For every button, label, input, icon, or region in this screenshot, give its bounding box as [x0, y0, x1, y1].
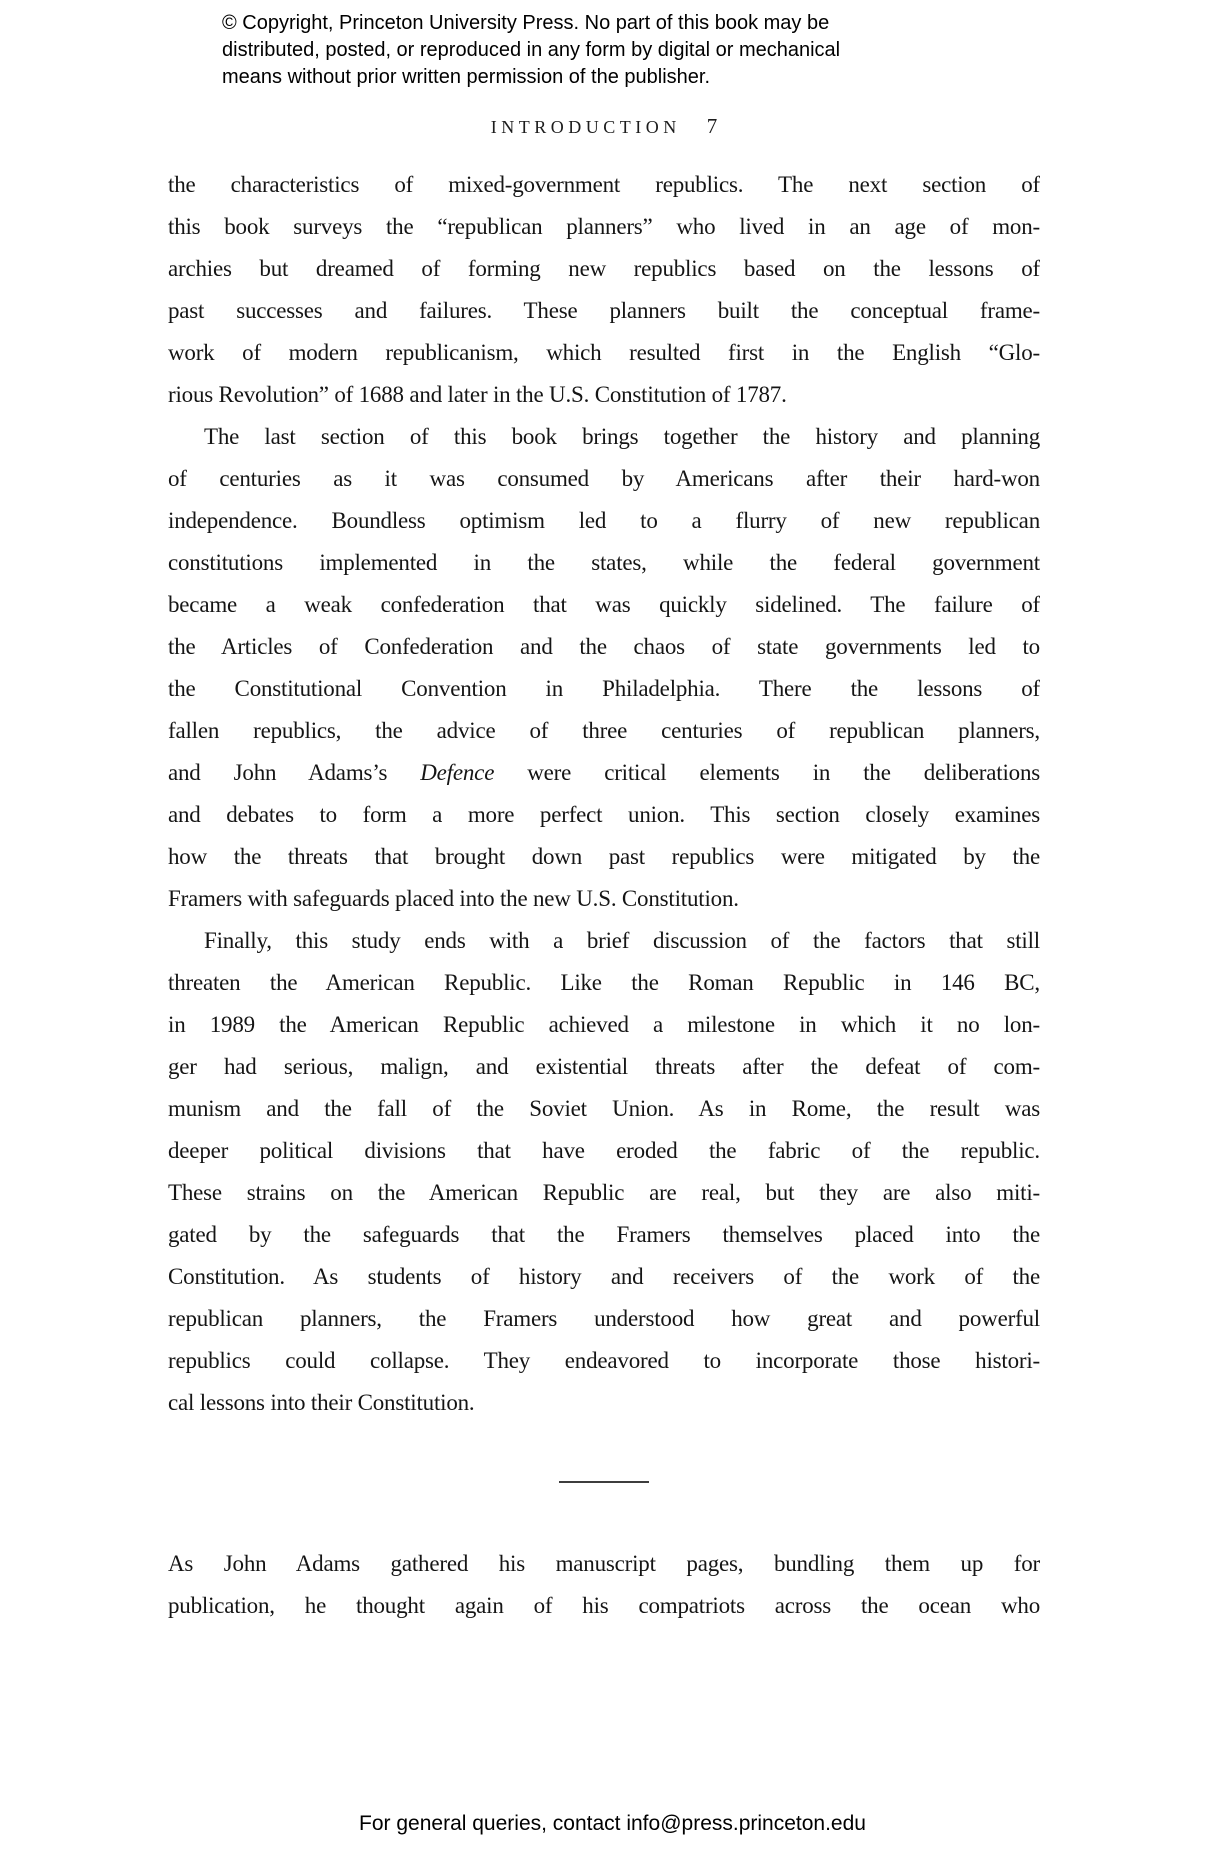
body-line: republics could collapse. They endeavored to incorporate those histori-	[168, 1348, 1040, 1373]
body-line: fallen republics, the advice of three centuries of republican planners,	[168, 718, 1040, 743]
body-line: These strains on the American Republic are real, but they are also miti-	[168, 1180, 1040, 1205]
body-line: this book surveys the “republican planners” who lived in an age of mon-	[168, 214, 1040, 239]
body-line: munism and the fall of the Soviet Union. As in Rome, the result was	[168, 1096, 1040, 1121]
body-line: Constitution. As students of history and receivers of the work of the	[168, 1264, 1040, 1289]
body-line: Framers with safeguards placed into the new U.S. Constitution.	[168, 886, 739, 911]
body-line: gated by the safeguards that the Framers themselves placed into the	[168, 1222, 1040, 1247]
body-line: The last section of this book brings together the history and planning	[204, 424, 1040, 449]
copyright-line: © Copyright, Princeton University Press. No part of this book may be	[222, 12, 830, 34]
running-head	[168, 114, 1040, 139]
section-divider	[559, 1481, 649, 1483]
body-line: cal lessons into their Constitution.	[168, 1390, 475, 1415]
copyright-line: means without prior written permission of the publisher.	[222, 66, 711, 88]
body-line: and John Adams’s Defence were critical elements in the deliberations	[168, 760, 1040, 785]
copyright-notice	[222, 10, 982, 91]
body-line: independence. Boundless optimism led to a flurry of new republican	[168, 508, 1040, 533]
footer-contact: For general queries, contact info@press.princeton.edu	[359, 1812, 866, 1835]
page-number: 7	[706, 114, 718, 138]
body-line: rious Revolution” of 1688 and later in the U.S. Constitution of 1787.	[168, 382, 787, 407]
body-line: Finally, this study ends with a brief discussion of the factors that still	[204, 928, 1040, 953]
body-line: of centuries as it was consumed by Americans after their hard-won	[168, 466, 1040, 491]
body-line: the characteristics of mixed-government republics. The next section of	[168, 172, 1040, 197]
body-line: deeper political divisions that have eroded the fabric of the republic.	[168, 1138, 1040, 1163]
running-head-title: INTRODUCTION	[490, 117, 681, 137]
body-line: and debates to form a more perfect union. This section closely examines	[168, 802, 1040, 827]
body-line: As John Adams gathered his manuscript pages, bundling them up for	[168, 1551, 1040, 1576]
body-line: became a weak confederation that was quickly sidelined. The failure of	[168, 592, 1040, 617]
body-line: ger had serious, malign, and existential threats after the defeat of com-	[168, 1054, 1040, 1079]
body-line: in 1989 the American Republic achieved a milestone in which it no lon-	[168, 1012, 1040, 1037]
body-line: the Articles of Confederation and the chaos of state governments led to	[168, 634, 1040, 659]
body-line: how the threats that brought down past republics were mitigated by the	[168, 844, 1040, 869]
body-line: constitutions implemented in the states, while the federal government	[168, 550, 1040, 575]
body-line: publication, he thought again of his compatriots across the ocean who	[168, 1593, 1040, 1618]
body-line: past successes and failures. These planners built the conceptual frame-	[168, 298, 1040, 323]
body-line: archies but dreamed of forming new republics based on the lessons of	[168, 256, 1040, 281]
body-text-after-divider	[168, 1543, 1040, 1627]
body-line: the Constitutional Convention in Philadelphia. There the lessons of	[168, 676, 1040, 701]
body-line: work of modern republicanism, which resulted first in the English “Glo-	[168, 340, 1040, 365]
body-line: republican planners, the Framers understood how great and powerful	[168, 1306, 1040, 1331]
copyright-line: distributed, posted, or reproduced in any form by digital or mechanical	[222, 39, 841, 61]
body-line: threaten the American Republic. Like the Roman Republic in 146 BC,	[168, 970, 1040, 995]
body-text-main	[168, 164, 1040, 1424]
